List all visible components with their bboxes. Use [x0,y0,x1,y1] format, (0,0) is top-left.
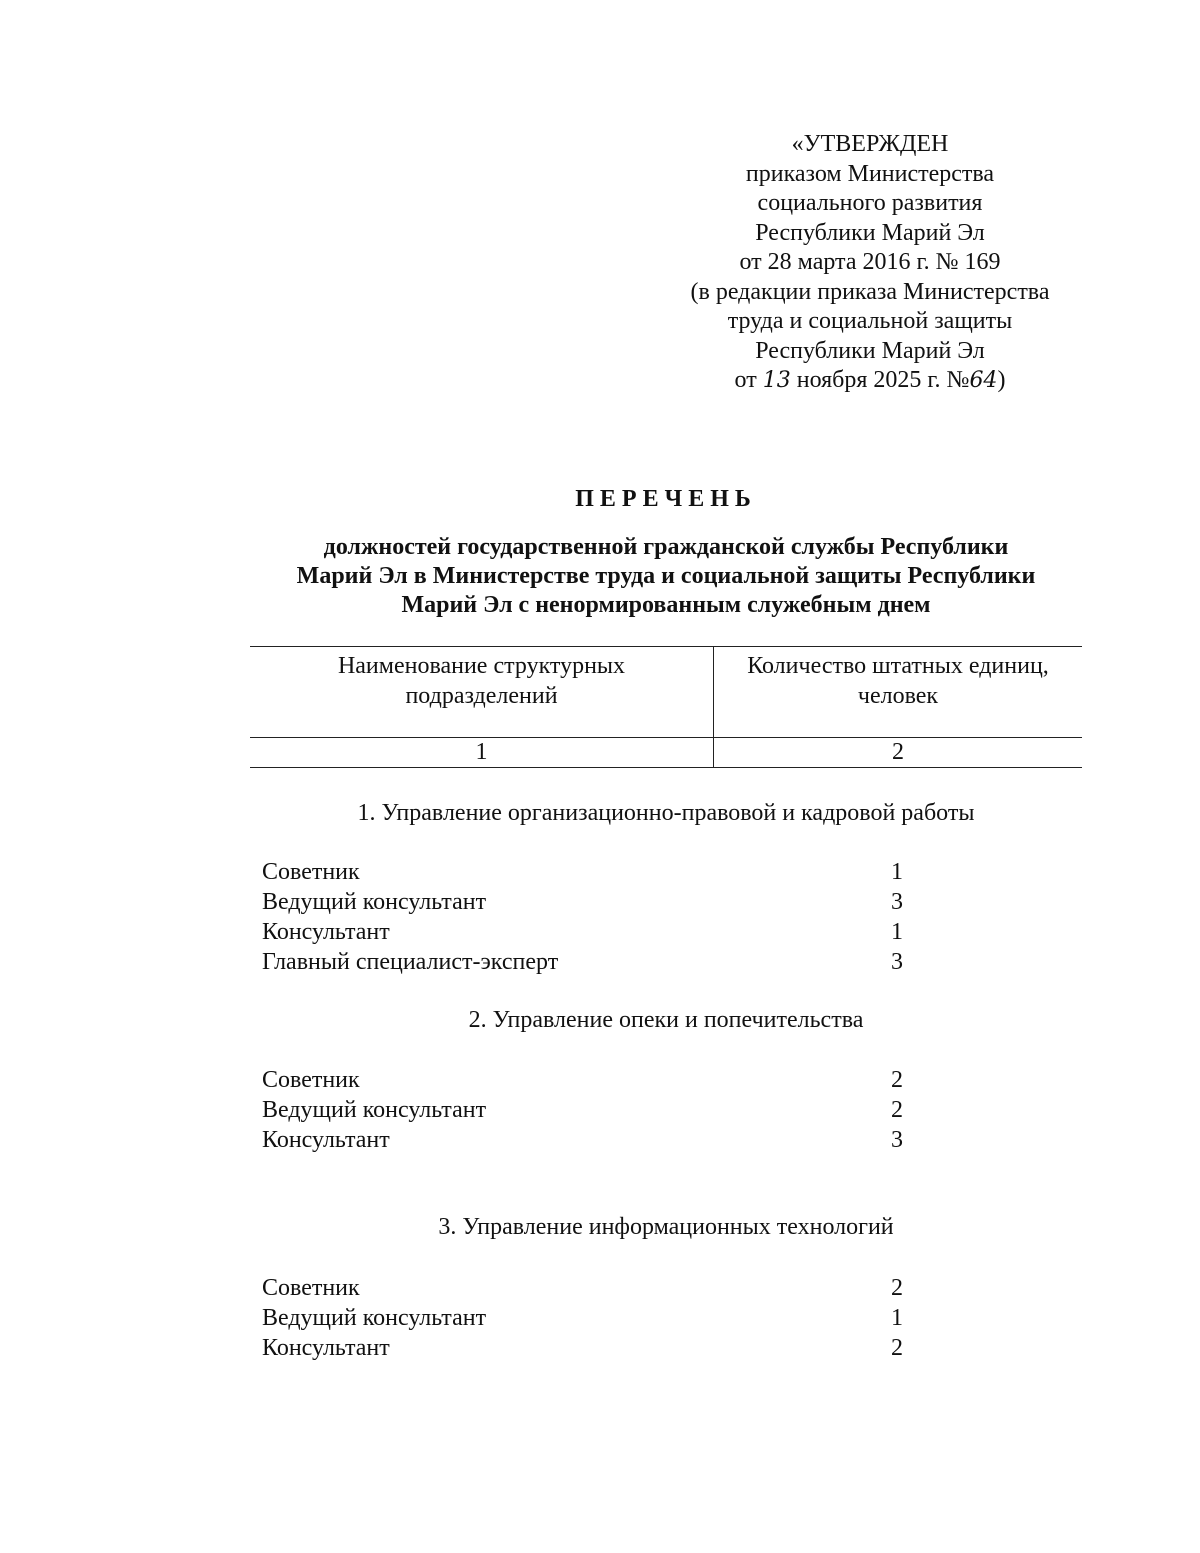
list-item [262,1125,962,1155]
header-text: подразделений [405,683,558,709]
approval-stamp-block [640,130,1100,396]
approval-line: Республики Марий Эл [755,337,985,364]
column-number-2: 2 [892,739,904,765]
list-item [262,857,962,887]
list-item [262,1273,962,1303]
position-name: Консультант [262,919,390,945]
date-prefix: от [734,367,763,393]
position-name: Советник [262,1275,360,1301]
table-bottom-rule [250,767,1082,768]
list-item [262,947,962,977]
list-item [262,1095,962,1125]
list-item [262,1333,962,1363]
position-name: Главный специалист-эксперт [262,949,559,975]
approval-line: от 28 марта 2016 г. № 169 [739,249,1001,275]
subtitle-line: должностей государственной гражданской службы Республики [323,534,1009,560]
position-name: Советник [262,1067,360,1093]
section-items [262,1273,962,1363]
section-title: 3. Управление информационных технологий [438,1214,894,1240]
table-number-row [250,738,1082,767]
position-count: 1 [891,859,903,885]
position-count: 3 [891,949,903,975]
approval-line: «УТВЕРЖДЕН [791,131,949,157]
column-number-1: 1 [250,738,714,767]
table-header-row [250,647,1082,737]
position-count: 2 [891,1097,903,1123]
approval-date-line [640,366,1100,396]
position-name: Ведущий консультант [262,1305,487,1331]
list-item [262,887,962,917]
position-count: 2 [891,1067,903,1093]
position-count: 1 [891,919,903,945]
handwritten-number: 64 [969,368,998,393]
position-name: Ведущий консультант [262,889,487,915]
position-name: Советник [262,859,360,885]
approval-line: труда и социальной защиты [727,308,1013,334]
section-items [262,857,962,977]
header-table [250,646,1082,768]
position-count: 3 [891,889,903,915]
document-subtitle [240,533,1092,620]
position-count: 3 [891,1127,903,1153]
position-name: Ведущий консультант [262,1097,487,1123]
position-name: Консультант [262,1127,390,1153]
position-count: 2 [891,1335,903,1361]
subtitle-line: Марий Эл в Министерстве труда и социальной защиты Республики [296,563,1036,589]
approval-line: Республики Марий Эл [755,219,985,246]
header-text: Наименование структурных [337,653,626,679]
position-count: 2 [891,1275,903,1301]
position-count: 1 [891,1305,903,1331]
handwritten-day: 13 [762,368,791,393]
header-cell-units [250,647,714,737]
document-title: ПЕРЕЧЕНЬ [575,486,757,512]
position-name: Консультант [262,1335,390,1361]
subtitle-line: Марий Эл с ненормированным служебным днем [401,592,931,618]
section-title: 1. Управление организационно-правовой и кадровой работы [357,800,975,826]
header-text: Количество штатных единиц, [747,653,1049,679]
section-title: 2. Управление опеки и попечительства [468,1007,864,1033]
approval-line: социального развития [757,190,983,216]
date-suffix: ) [997,367,1006,393]
header-text: человек [857,683,939,709]
list-item [262,917,962,947]
approval-line: (в редакции приказа Министерства [690,278,1050,305]
date-middle: ноября 2025 г. № [790,367,970,393]
list-item [262,1065,962,1095]
header-cell-count [714,647,1082,737]
approval-line: приказом Министерства [745,160,995,187]
section-items [262,1065,962,1155]
list-item [262,1303,962,1333]
